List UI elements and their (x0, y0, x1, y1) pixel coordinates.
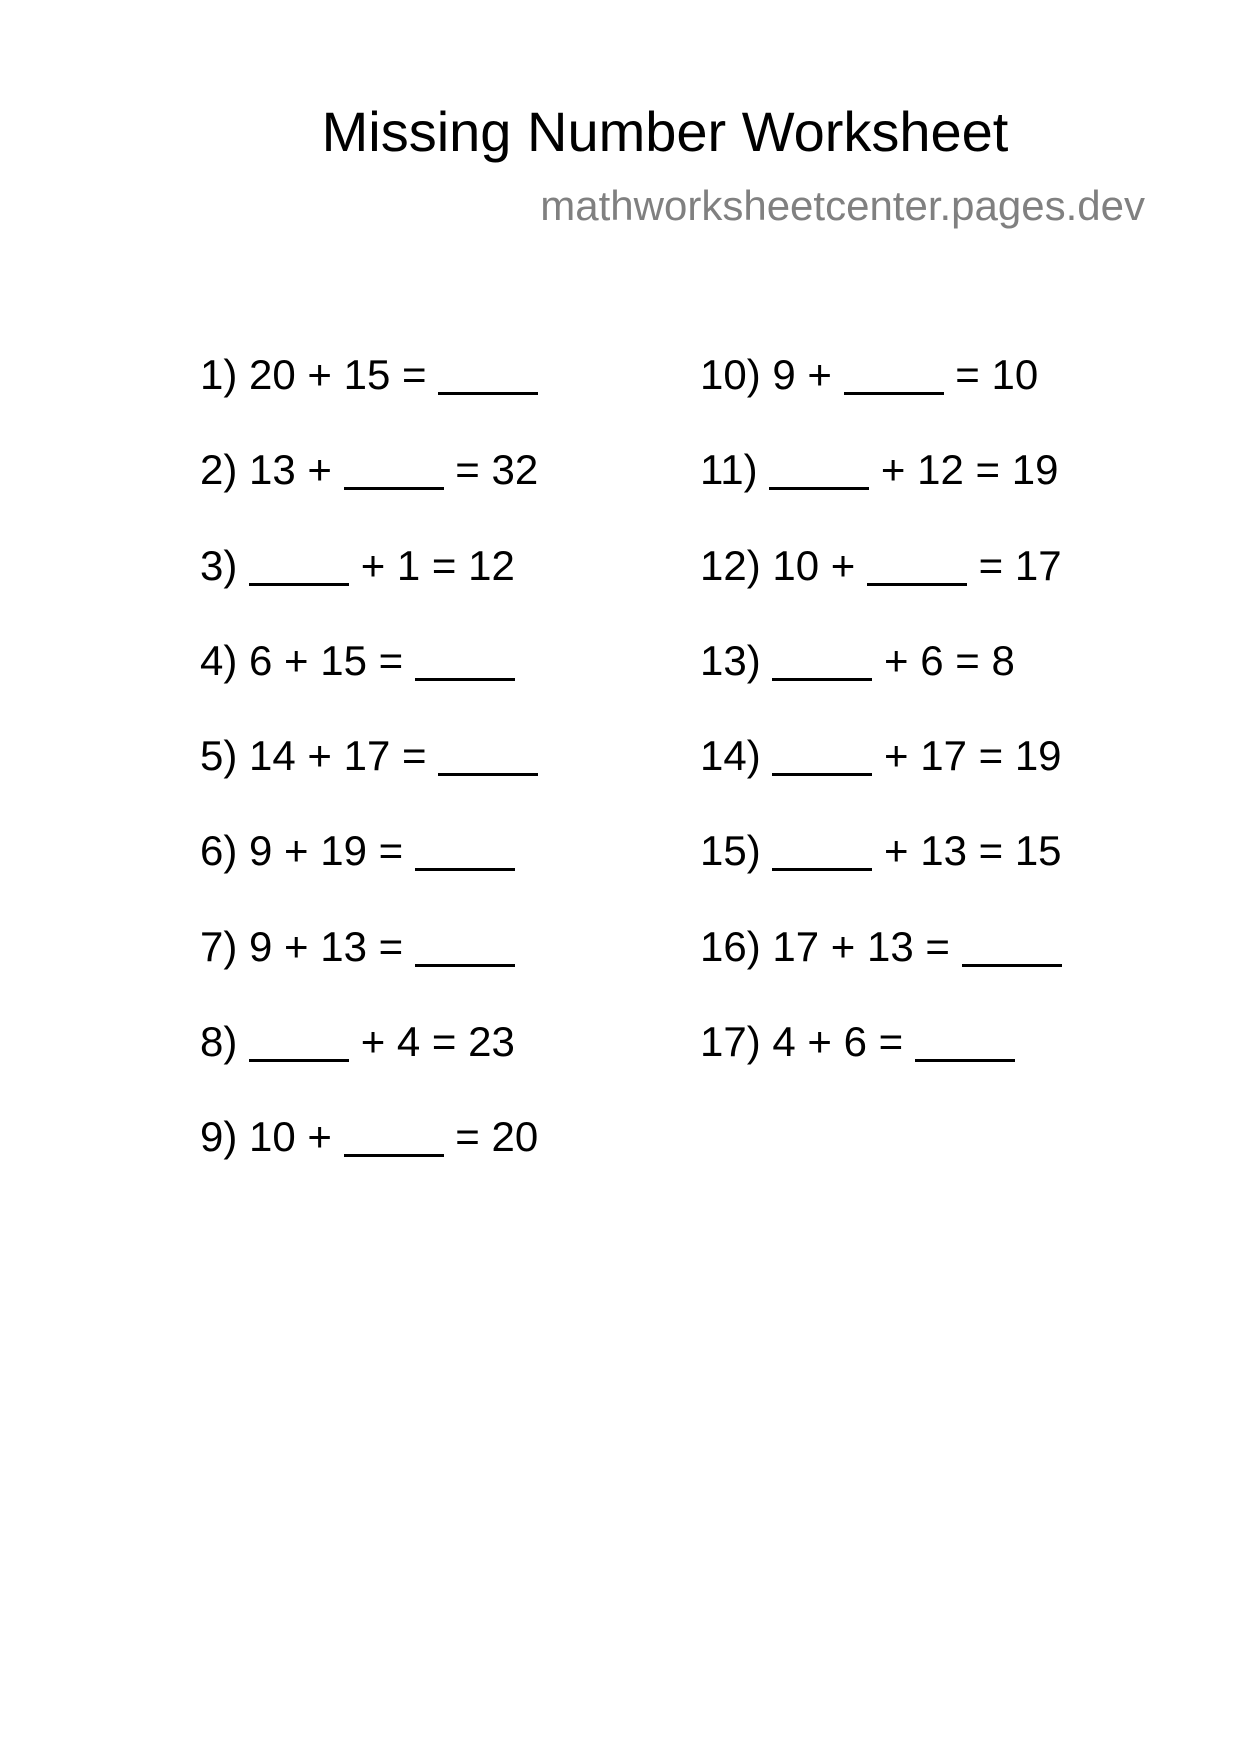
problem-number: 13) (700, 636, 761, 684)
problem-expression-before: 9 + (772, 351, 844, 398)
problem-item (700, 636, 1062, 731)
answer-blank[interactable] (415, 830, 515, 871)
problem-number: 15) (700, 827, 761, 875)
problem-number: 11) (700, 446, 758, 494)
problem-item (700, 826, 1062, 921)
answer-blank[interactable] (249, 545, 349, 586)
problem-number: 14) (700, 732, 761, 780)
problem-number: 6) (200, 827, 238, 875)
problem-expression-before: 10 + (249, 1113, 344, 1161)
problem-expression-after: = 10 (943, 351, 1039, 398)
problem-item (200, 636, 538, 731)
problem-item (700, 350, 1062, 445)
problem-expression-before: 13 + (249, 446, 344, 494)
problem-expression-after: + 6 = 8 (872, 636, 1015, 684)
problem-expression-before: 17 + 13 = (772, 922, 962, 970)
answer-blank[interactable] (769, 449, 869, 490)
problem-expression-after: + 4 = 23 (349, 1018, 515, 1066)
answer-blank[interactable] (867, 545, 967, 586)
problem-expression-before: 14 + 17 = (249, 732, 439, 780)
problem-number: 3) (200, 541, 238, 589)
problem-number: 17) (700, 1018, 761, 1066)
problem-item (700, 445, 1062, 540)
problem-expression-after: = 32 (443, 446, 539, 494)
problem-number: 9) (200, 1113, 238, 1161)
answer-blank[interactable] (438, 735, 538, 776)
problem-expression-before: 9 + 13 = (249, 922, 415, 970)
answer-blank[interactable] (772, 640, 872, 681)
answer-blank[interactable] (844, 354, 944, 395)
problem-number: 7) (200, 922, 238, 970)
answer-blank[interactable] (415, 640, 515, 681)
worksheet-title: Missing Number Worksheet (321, 100, 1009, 163)
answer-blank[interactable] (249, 1021, 349, 1062)
problem-item (700, 1017, 1062, 1112)
problem-expression-before: 9 + 19 = (249, 827, 415, 875)
answer-blank[interactable] (772, 735, 872, 776)
answer-blank[interactable] (415, 926, 515, 967)
problem-expression-after: = 17 (966, 541, 1062, 589)
problems-column-right (700, 350, 1062, 1112)
problem-item (200, 731, 538, 826)
problem-expression-after: + 13 = 15 (872, 827, 1062, 875)
problem-expression-after: + 17 = 19 (872, 732, 1062, 780)
problem-item (200, 1017, 538, 1112)
problem-number: 5) (200, 732, 238, 780)
answer-blank[interactable] (438, 354, 538, 395)
answer-blank[interactable] (344, 449, 444, 490)
problem-number: 2) (200, 446, 238, 494)
problem-item (700, 541, 1062, 636)
problem-item (200, 922, 538, 1017)
problem-number: 16) (700, 922, 761, 970)
problem-number: 4) (200, 636, 238, 684)
problem-expression-after: + 12 = 19 (869, 446, 1059, 494)
answer-blank[interactable] (344, 1116, 444, 1157)
problem-item (200, 1112, 538, 1207)
problem-expression-after: = 20 (443, 1113, 539, 1161)
problem-expression-before: 20 + 15 = (249, 351, 439, 398)
problem-item (200, 445, 538, 540)
answer-blank[interactable] (962, 926, 1062, 967)
problem-item (700, 922, 1062, 1017)
answer-blank[interactable] (772, 830, 872, 871)
problem-number: 10) (700, 351, 761, 398)
problem-number: 12) (700, 541, 761, 589)
problem-expression-before: 10 + (772, 541, 867, 589)
worksheet-source-url: mathworksheetcenter.pages.dev (540, 182, 1145, 229)
problem-item (200, 826, 538, 921)
problem-item (700, 731, 1062, 826)
problem-expression-after: + 1 = 12 (349, 541, 515, 589)
problem-item (200, 541, 538, 636)
answer-blank[interactable] (915, 1021, 1015, 1062)
problem-expression-before: 6 + 15 = (249, 636, 415, 684)
problem-expression-before: 4 + 6 = (772, 1018, 915, 1066)
problems-column-left (200, 350, 538, 1208)
problem-number: 8) (200, 1018, 238, 1066)
problem-item (200, 350, 538, 445)
problem-number: 1) (200, 351, 238, 398)
